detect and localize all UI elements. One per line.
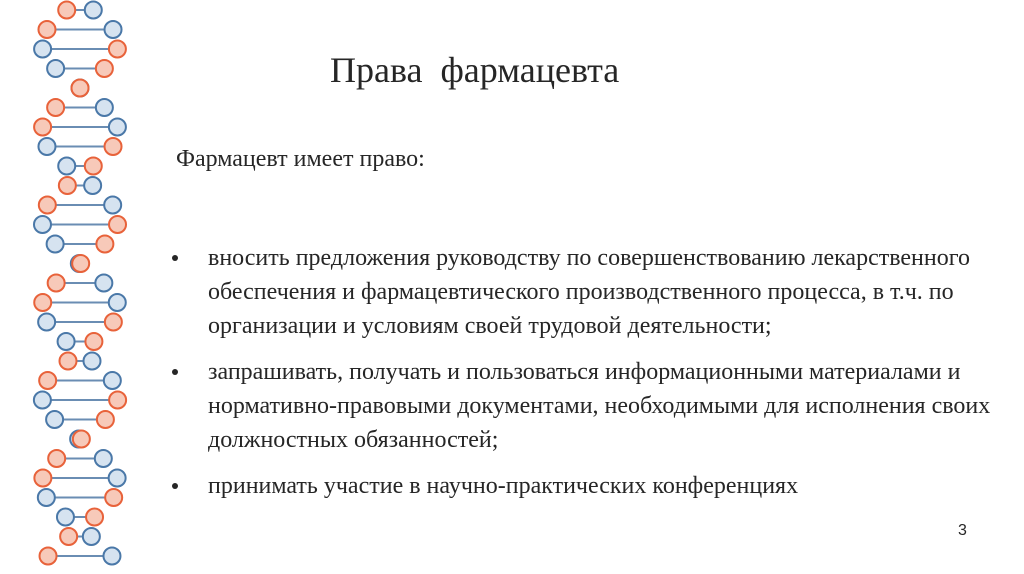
dna-node <box>34 294 51 311</box>
dna-node <box>34 41 51 58</box>
dna-node <box>34 392 51 409</box>
dna-node <box>105 314 122 331</box>
dna-node <box>105 138 122 155</box>
dna-node <box>57 509 74 526</box>
dna-node <box>34 119 51 136</box>
dna-node <box>34 470 51 487</box>
dna-node <box>105 21 122 38</box>
bullet-item <box>170 355 1000 457</box>
dna-node <box>48 450 65 467</box>
dna-node <box>58 158 75 175</box>
bullet-text: запрашивать, получать и пользоваться информационными материалами и нормативно-правовыми документами, необходимыми для исполнения своих должностных обязанностей; <box>208 359 991 453</box>
dna-node <box>34 216 51 233</box>
bullet-list <box>170 241 1000 515</box>
dna-node <box>104 197 121 214</box>
dna-node <box>47 99 64 116</box>
dna-node <box>109 119 126 136</box>
dna-node <box>38 314 55 331</box>
dna-node <box>105 489 122 506</box>
dna-node <box>47 60 64 77</box>
dna-node <box>85 2 102 19</box>
dna-node <box>60 528 77 545</box>
bullet-dot <box>172 369 178 375</box>
dna-node <box>109 41 126 58</box>
intro-text: Фармацевт имеет право: <box>176 146 425 172</box>
page-number: 3 <box>958 522 967 539</box>
dna-node <box>58 333 75 350</box>
dna-node <box>47 236 64 253</box>
dna-node <box>72 80 89 97</box>
dna-node <box>73 431 90 448</box>
dna-node <box>109 392 126 409</box>
dna-node <box>85 333 102 350</box>
dna-node <box>103 548 120 565</box>
bullet-item <box>170 469 1000 503</box>
dna-node <box>58 2 75 19</box>
dna-node <box>38 489 55 506</box>
dna-node <box>59 353 76 370</box>
dna-node <box>96 236 113 253</box>
dna-node <box>109 470 126 487</box>
slide-title: Права фармацевта <box>330 50 620 90</box>
bullet-item <box>170 241 1000 343</box>
dna-node <box>39 372 56 389</box>
dna-node <box>85 158 102 175</box>
dna-node <box>40 548 57 565</box>
dna-node <box>97 411 114 428</box>
dna-node <box>38 21 55 38</box>
dna-helix-icon <box>0 0 160 574</box>
dna-node <box>96 99 113 116</box>
dna-node <box>84 353 101 370</box>
bullet-text: вносить предложения руководству по совершенствованию лекарственного обеспечения и фармацевтического производственного процесса, в т.ч. по организации и условиям своей трудовой деятельности; <box>208 245 970 339</box>
dna-node <box>72 255 89 272</box>
dna-node <box>39 197 56 214</box>
bullet-dot <box>172 483 178 489</box>
dna-node <box>84 177 101 194</box>
dna-node <box>95 275 112 292</box>
bullet-dot <box>172 255 178 261</box>
dna-node <box>46 411 63 428</box>
dna-node <box>59 177 76 194</box>
dna-node <box>83 528 100 545</box>
dna-node <box>96 60 113 77</box>
dna-node <box>48 275 65 292</box>
dna-node <box>109 294 126 311</box>
dna-node <box>95 450 112 467</box>
dna-node <box>38 138 55 155</box>
dna-node <box>109 216 126 233</box>
bullet-text: принимать участие в научно-практических конференциях <box>208 473 799 499</box>
dna-node <box>86 509 103 526</box>
dna-node <box>104 372 121 389</box>
